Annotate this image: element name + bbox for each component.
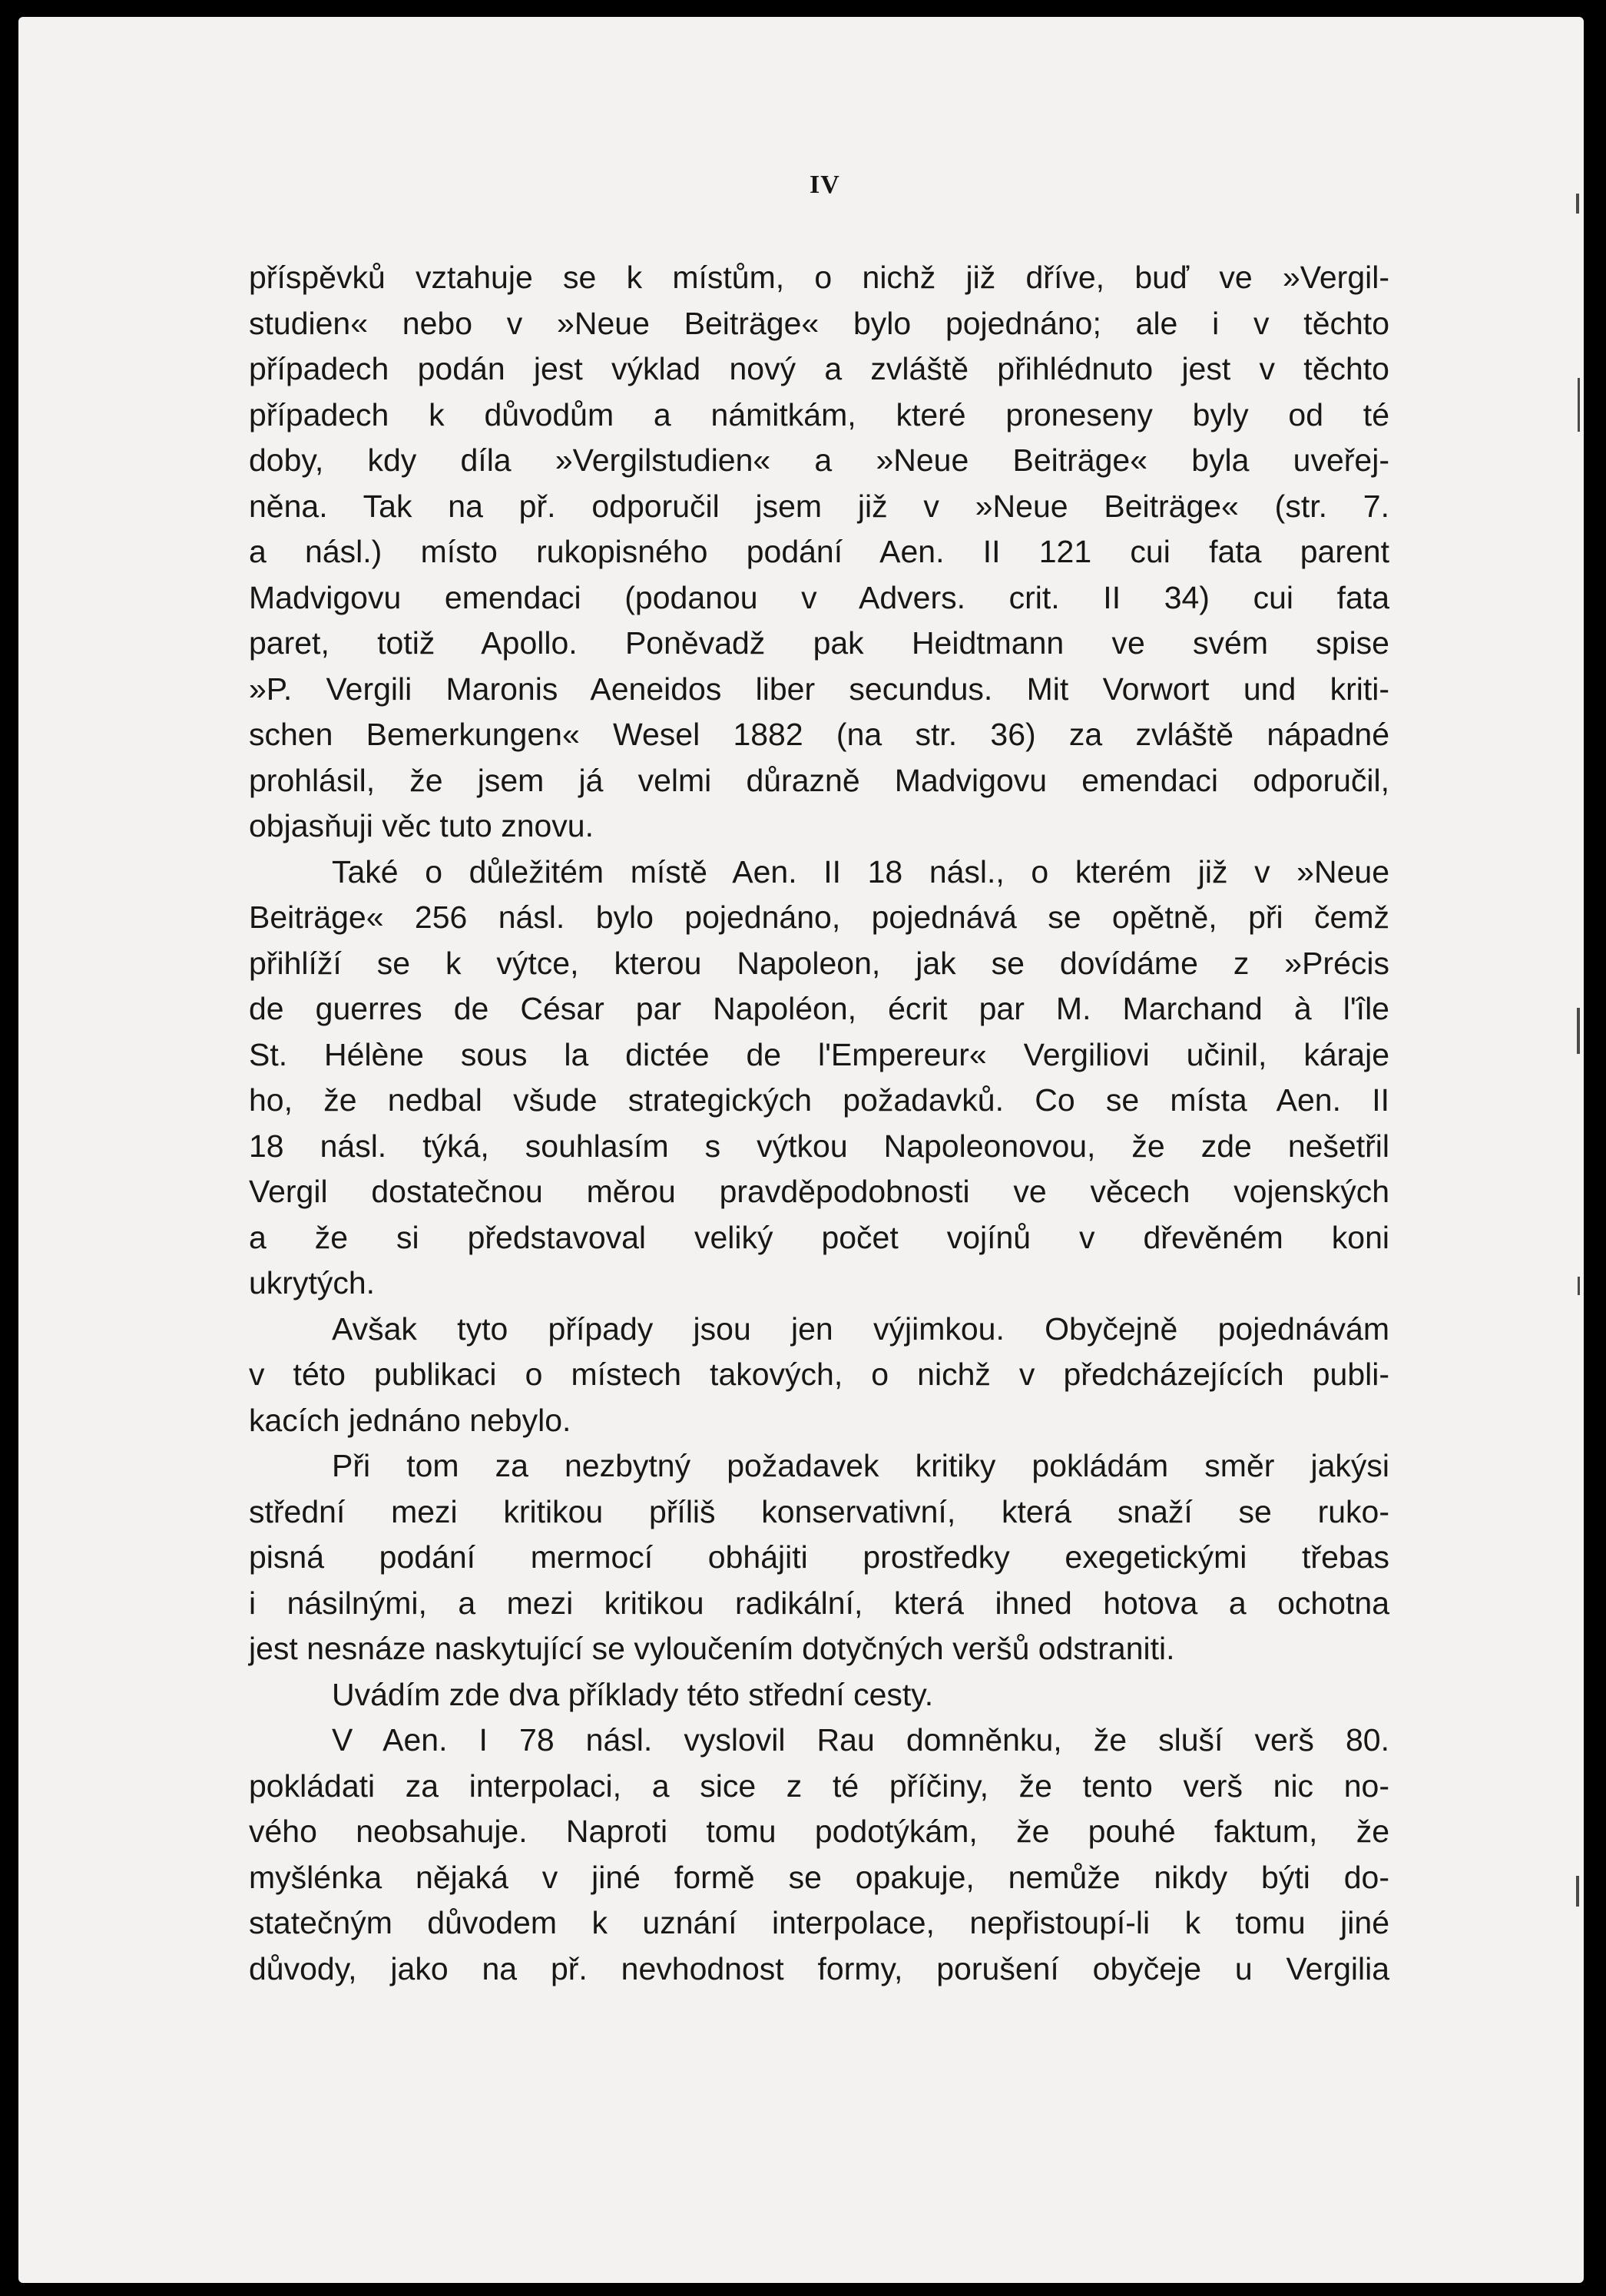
- text-line: a násl.) místo rukopisného podání Aen. II 121 cui fata parent: [249, 534, 1389, 569]
- text-line: střední mezi kritikou příliš konservativní, která snaží se ruko-: [249, 1493, 1389, 1529]
- text-line: případech k důvodům a námitkám, které proneseny byly od té: [249, 396, 1389, 432]
- text-line: Také o důležitém místě Aen. II 18 násl., o kterém již v »Neue: [332, 853, 1389, 890]
- text-line: ho, že nedbal všude strategických požadavků. Co se místa Aen. II: [249, 1082, 1389, 1118]
- text-line: V Aen. I 78 násl. vyslovil Rau domněnku, že sluší verš 80.: [332, 1722, 1389, 1758]
- text-line: příspěvků vztahuje se k místům, o nichž již dříve, buď ve »Vergil-: [249, 260, 1389, 295]
- scan-speck: [1578, 378, 1580, 432]
- text-line: v této publikaci o místech takových, o nichž v předcházejících publi-: [249, 1357, 1389, 1392]
- text-line: jest nesnáze naskytující se vyloučením dotyčných veršů odstraniti.: [249, 1631, 1175, 1666]
- text-line: pisná podání mermocí obhájiti prostředky exegetickými třebas: [249, 1539, 1389, 1575]
- page-number: IV: [810, 171, 840, 199]
- text-line: studien« nebo v »Neue Beiträge« bylo pojednáno; ale i v těchto: [249, 305, 1389, 341]
- text-line: i násilnými, a mezi kritikou radikální, která ihned hotova a ochotna: [249, 1585, 1389, 1621]
- book-page: [18, 17, 1584, 2283]
- text-line: něna. Tak na př. odporučil jsem již v »Neue Beiträge« (str. 7.: [249, 488, 1389, 524]
- text-line: Beiträge« 256 násl. bylo pojednáno, pojednává se opětně, při čemž: [249, 900, 1389, 935]
- text-line: de guerres de César par Napoléon, écrit par M. Marchand à l'île: [249, 991, 1389, 1026]
- scan-speck: [1577, 1008, 1580, 1054]
- scan-speck: [1578, 1277, 1580, 1295]
- text-line: případech podán jest výklad nový a zvláště přihlédnuto jest v těchto: [249, 351, 1389, 386]
- text-line: myšlénka nějaká v jiné formě se opakuje, nemůže nikdy býti do-: [249, 1859, 1389, 1895]
- text-line: statečným důvodem k uznání interpolace, nepřistoupí-li k tomu jiné: [249, 1905, 1389, 1940]
- text-line: objasňuji věc tuto znovu.: [249, 808, 594, 843]
- text-line: Madvigovu emendaci (podanou v Advers. crit. II 34) cui fata: [249, 579, 1389, 615]
- text-line: paret, totiž Apollo. Poněvadž pak Heidtmann ve svém spise: [249, 625, 1389, 661]
- text-line: 18 násl. týká, souhlasím s výtkou Napoleonovou, že zde nešetřil: [249, 1128, 1389, 1164]
- text-line: a že si představoval veliký počet vojínů v dřevěném koni: [249, 1219, 1389, 1255]
- text-line: kacích jednáno nebylo.: [249, 1402, 571, 1438]
- text-line: »P. Vergili Maronis Aeneidos liber secundus. Mit Vorwort und kriti-: [249, 671, 1389, 707]
- scan-speck: [1576, 1876, 1579, 1907]
- text-line: prohlásil, že jsem já velmi důrazně Madvigovu emendaci odporučil,: [249, 762, 1389, 798]
- text-line: Avšak tyto případy jsou jen výjimkou. Obyčejně pojednávám: [332, 1310, 1389, 1347]
- text-line: Vergil dostatečnou měrou pravděpodobnosti ve věcech vojenských: [249, 1174, 1389, 1209]
- text-line: pokládati za interpolaci, a sice z té příčiny, že tento verš nic no-: [249, 1768, 1389, 1804]
- text-line: schen Bemerkungen« Wesel 1882 (na str. 36) za zvláště nápadné: [249, 717, 1389, 752]
- text-line: ukrytých.: [249, 1265, 376, 1300]
- text-line: Uvádím zde dva příklady této střední cesty.: [332, 1676, 934, 1712]
- text-line: přihlíží se k výtce, kterou Napoleon, jak se dovídáme z »Précis: [249, 945, 1389, 981]
- text-line: Při tom za nezbytný požadavek kritiky pokládám směr jakýsi: [332, 1448, 1389, 1483]
- text-line: důvody, jako na př. nevhodnost formy, porušení obyčeje u Vergilia: [249, 1950, 1389, 1986]
- scan-speck: [1576, 194, 1579, 214]
- text-line: vého neobsahuje. Naproti tomu podotýkám, že pouhé faktum, že: [249, 1814, 1389, 1849]
- text-line: St. Hélène sous la dictée de l'Empereur« Vergiliovi učinil, káraje: [249, 1036, 1389, 1072]
- body-text: [249, 255, 1389, 1992]
- text-line: doby, kdy díla »Vergilstudien« a »Neue Beiträge« byla uveřej-: [249, 442, 1389, 478]
